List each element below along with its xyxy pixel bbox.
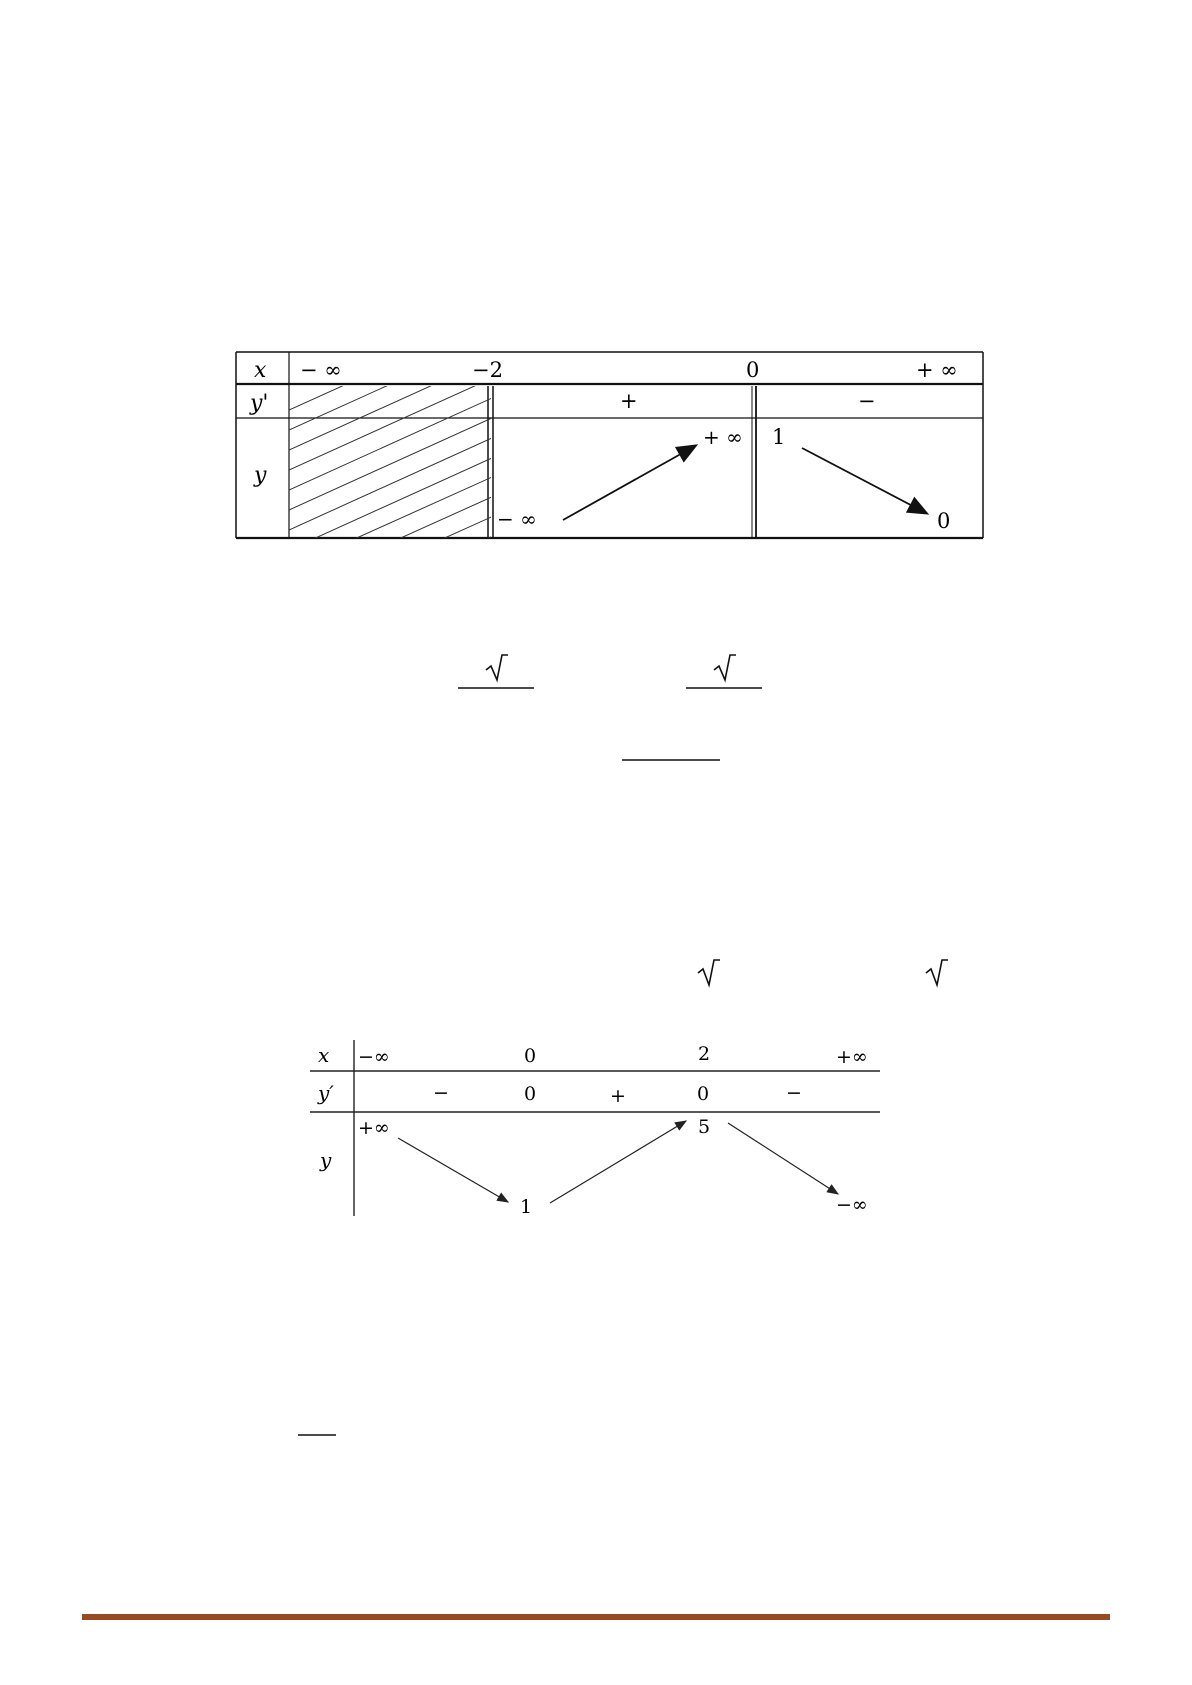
table2-yprime-zero-2: 0: [697, 1083, 710, 1105]
table1-y-pos-inf: + ∞: [703, 425, 743, 449]
table2-yprime-minus-2: −: [786, 1082, 802, 1104]
variation-table-2: [310, 1040, 880, 1218]
table1-frame: [236, 352, 983, 538]
table2-decrease-arrow-1: [398, 1138, 508, 1202]
table2-yprime-plus: +: [610, 1085, 626, 1107]
table2-increase-arrow: [550, 1121, 686, 1203]
table2-y-pos-inf: +∞: [358, 1117, 390, 1139]
table1-label-yprime: y': [250, 391, 269, 416]
table2-label-yprime: y′: [318, 1081, 334, 1105]
table1-yprime-plus: +: [620, 389, 638, 413]
formula-fragment-5: [926, 960, 948, 985]
formula-fragment-4: [698, 960, 720, 985]
table2-y-neg-inf: −∞: [836, 1194, 868, 1216]
table2-x-zero: 0: [524, 1045, 537, 1067]
table1-y-one: 1: [772, 425, 786, 449]
table1-y-zero: 0: [937, 509, 951, 533]
table1-label-x: x: [254, 358, 267, 383]
table1-label-y: y: [254, 463, 267, 488]
table2-x-two: 2: [698, 1043, 711, 1065]
table1-decrease-arrow: [802, 448, 926, 513]
table1-y-neg-inf: − ∞: [497, 507, 537, 531]
table2-decrease-arrow-2: [728, 1123, 838, 1194]
table2-yprime-minus-1: −: [433, 1082, 449, 1104]
table2-y-five: 5: [698, 1116, 711, 1138]
table1-x-minus2: −2: [472, 358, 503, 382]
table2-label-y: y: [320, 1148, 332, 1172]
table2-x-neg-inf: −∞: [358, 1046, 390, 1068]
table1-x-pos-inf: + ∞: [916, 358, 958, 382]
table1-yprime-minus: −: [858, 389, 876, 413]
table2-x-pos-inf: +∞: [836, 1046, 868, 1068]
table2-grid: [310, 1040, 880, 1216]
formula-fragment-1: [458, 655, 534, 688]
table1-x-neg-inf: − ∞: [300, 358, 342, 382]
table2-yprime-zero-1: 0: [524, 1083, 537, 1105]
table1-x-zero: 0: [746, 358, 760, 382]
table1-undefined-hatch: [289, 360, 884, 550]
footer-rule: [82, 1614, 1110, 1620]
table1-increase-arrow: [563, 446, 695, 520]
table2-label-x: x: [318, 1043, 330, 1067]
formula-fragment-2: [686, 655, 762, 688]
table2-y-one: 1: [520, 1196, 533, 1218]
